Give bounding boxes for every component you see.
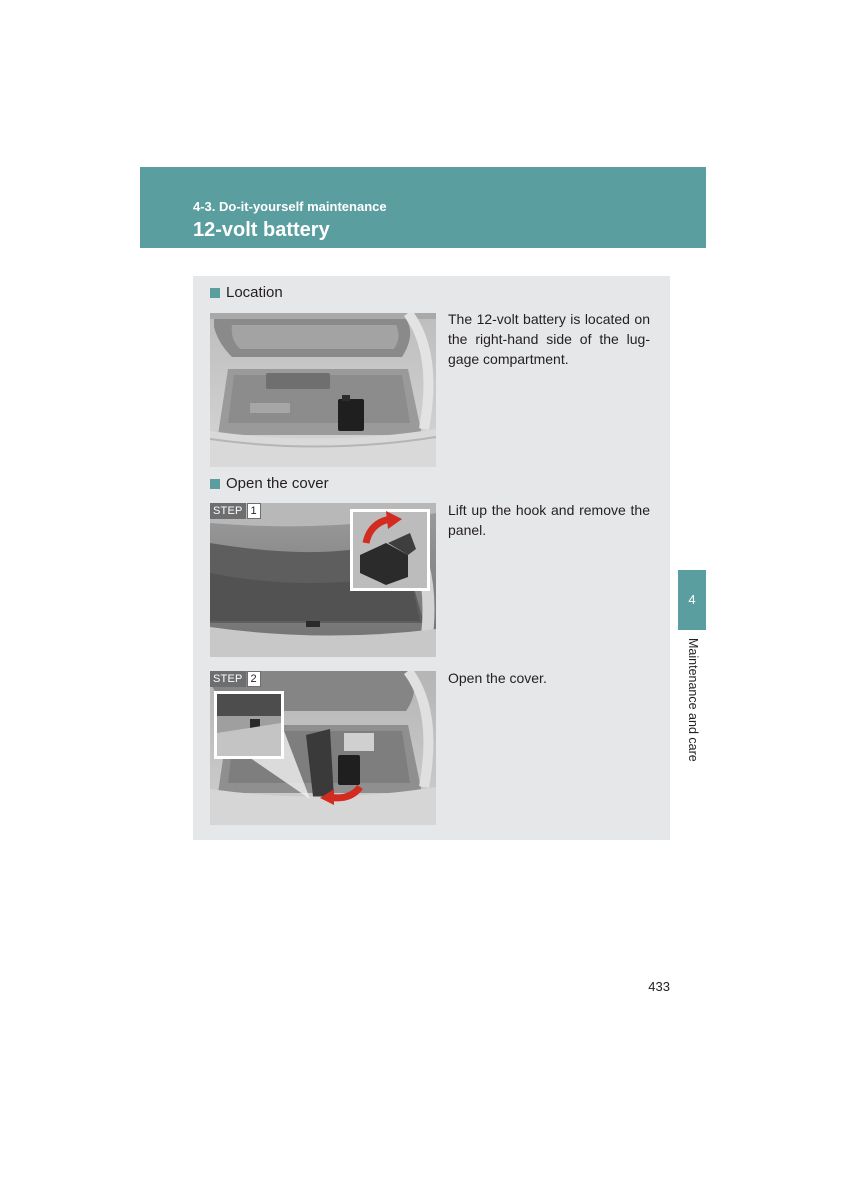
chapter-header [140, 167, 706, 248]
step-label: STEP [210, 503, 246, 519]
step-1-line-2: panel. [448, 522, 487, 538]
location-line-1: The 12-volt battery is located on [448, 311, 650, 327]
step-2-line-1: Open the cover. [448, 670, 547, 686]
chapter-tab[interactable]: 4 [678, 570, 706, 630]
trunk-location-image [210, 313, 436, 467]
square-bullet-icon [210, 479, 220, 489]
open-cover-heading-label: Open the cover [226, 475, 329, 492]
section-title: 4-3. Do-it-yourself maintenance [193, 199, 387, 214]
hook-inset [350, 509, 430, 591]
step-2-image [210, 671, 436, 825]
step-2-description [448, 668, 650, 688]
open-cover-heading [210, 475, 329, 493]
step-label: STEP [210, 671, 246, 687]
location-heading [210, 284, 283, 302]
step-1-image [210, 503, 436, 657]
step-1-tag [210, 503, 261, 519]
step-number: 1 [247, 503, 261, 519]
chapter-tab-label: Maintenance and care [686, 638, 700, 762]
location-heading-label: Location [226, 284, 283, 301]
step-2-tag [210, 671, 261, 687]
location-description [448, 309, 650, 369]
step-number: 2 [247, 671, 261, 687]
page-title: 12-volt battery [193, 219, 330, 241]
location-line-2: the right-hand side of the lug- [448, 331, 650, 347]
square-bullet-icon [210, 288, 220, 298]
step-1-description [448, 500, 650, 540]
location-line-3: gage compartment. [448, 351, 569, 367]
step-1-line-1: Lift up the hook and remove the [448, 502, 650, 518]
page-number: 433 [648, 979, 670, 994]
